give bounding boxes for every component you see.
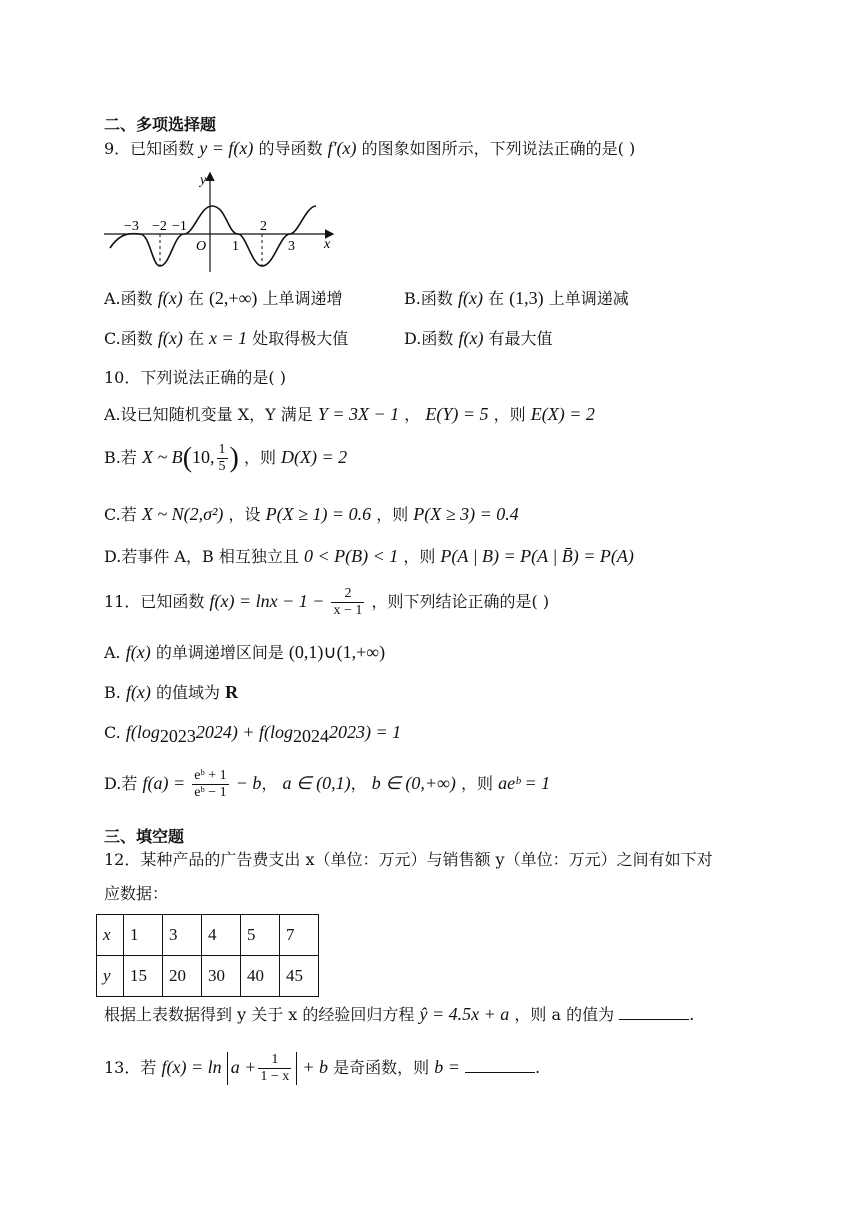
- table-cell: 5: [241, 915, 280, 956]
- fraction-one-fifth: $\frac{1}{5}$: [218, 442, 226, 474]
- graph-x-label: x: [324, 237, 331, 252]
- table-cell: 30: [202, 956, 241, 997]
- question-10-option-c: C.若 X ~ N(2,σ²) ，设 P(X ≥ 1) = 0.6 ，则 P(X ≥ 3) = 0.4: [104, 504, 519, 524]
- question-10-option-a: A.设已知随机变量 X，Y 满足 Y = 3X − 1 ， E(Y) = 5 ，则 E(X) = 2: [104, 404, 595, 424]
- question-11-stem: 11．已知函数 f(x) = lnx − 1 − $\frac{2}{x - 1}$ ，则下列结论正确的是( ): [104, 586, 550, 618]
- derivative-curve: [110, 206, 316, 266]
- table-cell: x: [97, 915, 124, 956]
- question-9-option-b: B.函数 f(x) 在 (1,3) 上单调递减: [404, 288, 629, 308]
- answer-blank-12[interactable]: [619, 1005, 689, 1020]
- answer-blank-13[interactable]: [465, 1058, 535, 1073]
- table-cell: 15: [124, 956, 163, 997]
- table-cell: 20: [163, 956, 202, 997]
- table-row: [97, 915, 319, 956]
- question-9-option-d: D.函数 f(x) 有最大值: [404, 328, 553, 348]
- table-cell: 1: [124, 915, 163, 956]
- question-10-option-b: B.若 X ~ B(10, $\frac{1}{5}$ ) ，则 D(X) = 2: [104, 442, 348, 474]
- table-cell: y: [97, 956, 124, 997]
- table-row: [97, 956, 319, 997]
- table-cell: 45: [280, 956, 319, 997]
- data-table: [96, 914, 319, 997]
- question-11-option-d: D.若 f(a) = $\frac{\text{eᵇ + 1}}{\text{eᵇ − 1}}$ − b， a ∈ (0,1)， b ∈ (0,+∞) ，则 aeᵇ = 1: [104, 768, 551, 800]
- table-cell: 3: [163, 915, 202, 956]
- question-9-option-c: C.函数 f(x) 在 x = 1 处取得极大值: [104, 328, 349, 348]
- question-9-stem: 9．已知函数 y = f(x) 的导函数 f′(x) 的图象如图所示，下列说法正确的是( ): [104, 138, 636, 158]
- question-9-option-a: A.函数 f(x) 在 (2,+∞) 上单调递增: [104, 288, 343, 308]
- graph-y-label: y: [200, 173, 207, 188]
- question-10-option-d: D.若事件 A，B 相互独立且 0 < P(B) < 1 ，则 P(A | B) = P(A | B̄) = P(A): [104, 546, 634, 566]
- table-cell: 40: [241, 956, 280, 997]
- graph-tick-3: 3: [288, 239, 295, 254]
- question-11-option-b: B. f(x) 的值域为 R: [104, 682, 239, 702]
- section-title-multiple-choice: 二、多项选择题: [104, 115, 217, 134]
- graph-origin-label: O: [196, 239, 207, 254]
- absolute-value: a + $\frac{1}{1 - x}$: [227, 1052, 298, 1085]
- fraction-exp-b: $\frac{\text{eᵇ + 1}}{\text{eᵇ − 1}}$: [194, 768, 227, 800]
- graph-tick-1: 1: [232, 239, 239, 254]
- fraction-1-over-1-minus-x: $\frac{1}{1 - x}$: [260, 1052, 290, 1084]
- fraction-2-over-x-minus-1: $\frac{2}{x - 1}$: [333, 586, 363, 618]
- question-11-option-a: A. f(x) 的单调递增区间是 (0,1)∪(1,+∞): [104, 642, 386, 662]
- graph-tick-neg3: −3: [124, 219, 139, 234]
- table-cell: 4: [202, 915, 241, 956]
- section-title-fill-in: 三、填空题: [104, 827, 185, 846]
- question-11-option-c: C. $f(\log_{2023}2024) + f(\log_{2024}2023) = 1$: [104, 722, 402, 747]
- question-12-stem-line2: 应数据：: [104, 884, 169, 903]
- question-10-stem: 10．下列说法正确的是( ): [104, 368, 286, 387]
- graph-tick-2: 2: [260, 219, 267, 234]
- question-12-stem-line1: 12．某种产品的广告费支出 x（单位：万元）与销售额 y（单位：万元）之间有如下对: [104, 850, 713, 869]
- graph-tick-neg2: −2: [152, 219, 167, 234]
- table-cell: 7: [280, 915, 319, 956]
- graph-tick-neg1: −1: [172, 219, 187, 234]
- question-12-after-table: 根据上表数据得到 y 关于 x 的经验回归方程 ŷ = 4.5x + a ，则 a 的值为 .: [104, 1004, 695, 1024]
- derivative-graph: [100, 168, 340, 278]
- question-13: 13．若 f(x) = ln a + $\frac{1}{1 - x}$ + b 是奇函数，则 b = .: [104, 1052, 541, 1084]
